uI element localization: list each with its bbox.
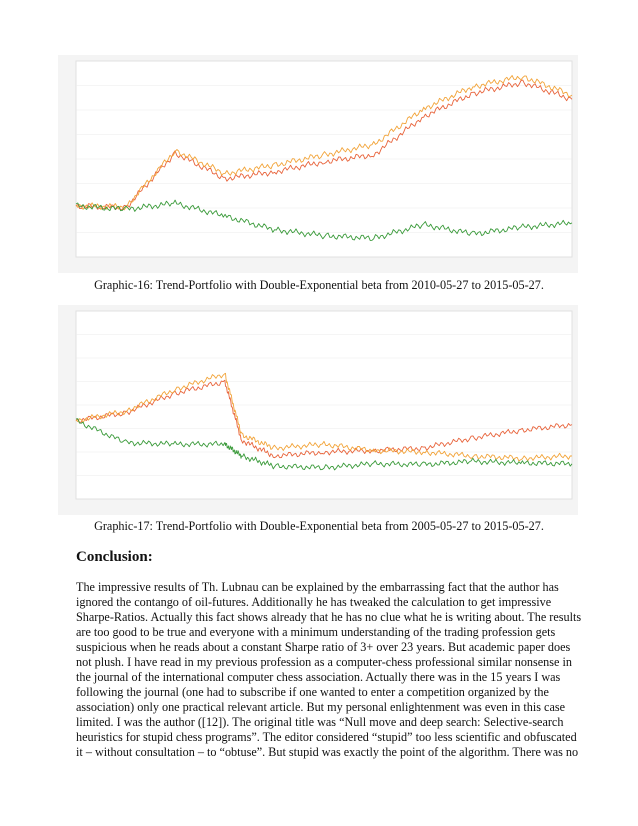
chart-svg (58, 305, 578, 515)
body-line: the journal of the international computer chess association. Actually there was in the 15 years I was (76, 670, 561, 684)
body-line: ignored the contango of oil-futures. Additionally he has tweaked the calculation to get impressive (76, 595, 552, 609)
body-line: not plush. I have read in my previous profession as a computer-chess professional similar nonsense in (76, 655, 572, 669)
body-line: Sharpe-Ratios. Actually this fact shows already that he has no clue what he is writing about. The results (76, 610, 582, 624)
body-line: heuristics for stupid chess programs”. The editor considered “stupid” too less scientific and obfuscated (76, 730, 577, 744)
section-heading: Conclusion: (76, 549, 153, 565)
trend-portfolio-chart-2010-2015 (58, 55, 578, 273)
body-line: limited. I was the author ([12]). The original title was “Null move and deep search: Selective-search (76, 715, 564, 729)
chart-svg (58, 55, 578, 273)
body-line: suspicious when he reads about a constant Sharpe ratio of 3+ over 23 years. But academic paper does (76, 640, 571, 654)
figure-caption-16: Graphic-16: Trend-Portfolio with Double-Exponential beta from 2010-05-27 to 2015-05-27. (94, 278, 544, 292)
body-line: following the journal (one had to subscribe if one wanted to enter a competition organized by the (76, 685, 549, 699)
body-line: are too good to be true and everyone with a minimum understanding of the trading profession gets (76, 625, 556, 639)
body-text (76, 580, 582, 760)
body-line: association) only one practical relevant article. But my personal enlightenment was even in this case (76, 700, 566, 714)
body-line: The impressive results of Th. Lubnau can be explained by the embarrassing fact that the author has (76, 580, 559, 594)
body-line: it – without consultation – to “obtuse”. But stupid was exactly the point of the algorithm. There was no (76, 745, 579, 759)
trend-portfolio-chart-2005-2015 (58, 305, 578, 515)
figure-caption-17: Graphic-17: Trend-Portfolio with Double-Exponential beta from 2005-05-27 to 2015-05-27. (94, 519, 544, 533)
